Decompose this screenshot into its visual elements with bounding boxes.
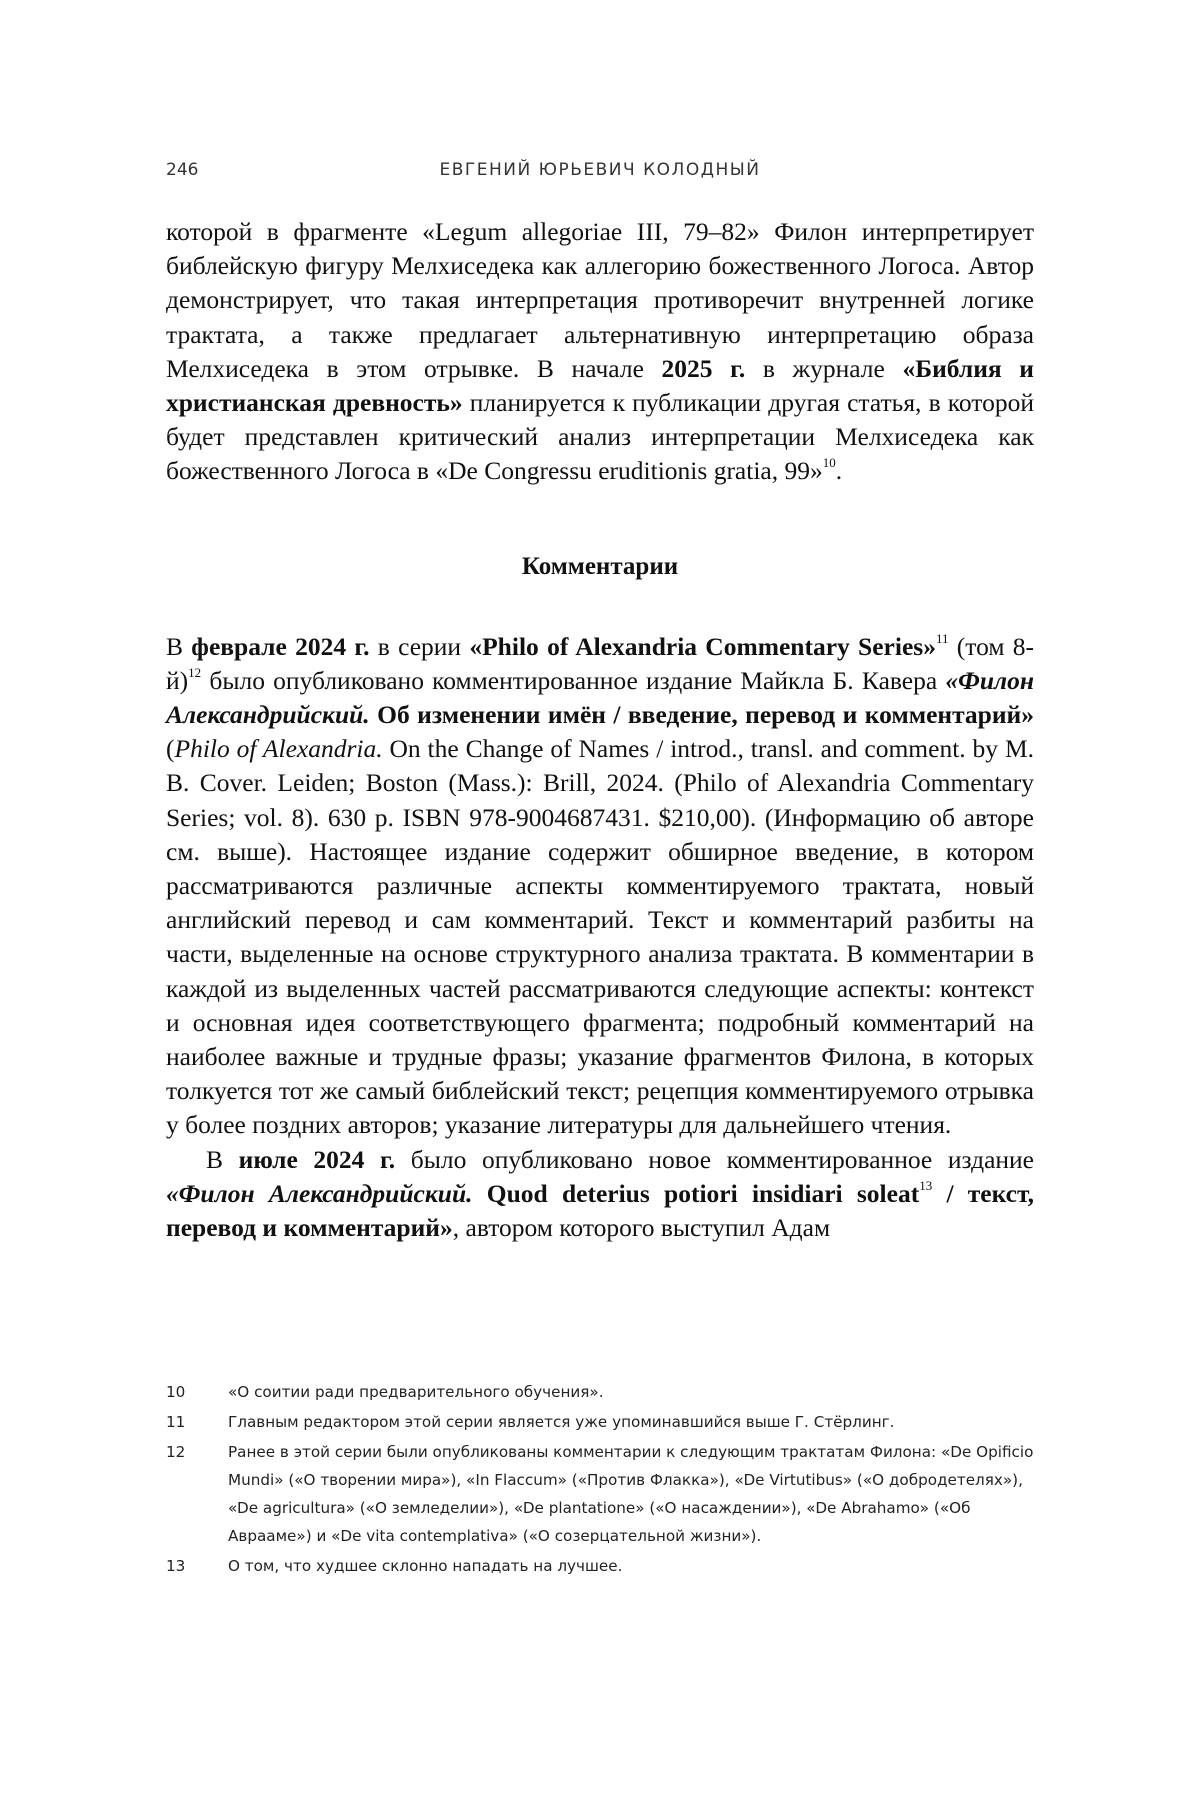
footnote-11: 11 Главным редактором этой серии является уже упоминавшийся выше Г. Стёрлинг. [166,1413,895,1431]
main-text [166,215,1034,1245]
footnote-ref-12: 12 [188,664,202,680]
section-heading: Комментарии [521,552,679,580]
footnote-13: 13 О том, что худшее склонно нападать на лучшее. [166,1557,623,1575]
footnote-ref-13: 13 [919,1177,933,1193]
footnote-10: 10 «О соитии ради предварительного обучения». [166,1383,604,1401]
footnote-12: 12 Ранее в этой серии были опубликованы комментарии к следующим трактатам Филона: «De Opificio Mundi» («О творении мира»), «In Flaccum» («Против Флакка»), «De Virtutibus» («О добродетелях»), «De agricultura» («О земледелии»), «De plantatione» («О насаждении»), «De Abrahamo» («Об Аврааме») и «De vita contemplativa» («О созерцательной жизни»). [166,1443,1034,1545]
footnote-ref-11: 11 [935,630,949,646]
paragraph-2: В феврале 2024 г. в серии «Philo of Alexandria Commentary Series»$^{11}$ (том 8-й)$^{12}$ было опубликовано комментированное издание Майкла Б. Кавера «Филон Александрийский. Об изменении имён / введение, перевод и комментарий» (Philo of Alexandria. On the Change of Names / introd., transl. and comment. by M. B. Cover. Leiden; Boston (Mass.): Brill, 2024. (Philo of Alexandria Commentary Series; vol. 8). 630 p. ISBN 978-9004687431. $210,00). (Информацию об авторе см. выше). Настоящее издание содержит обширное введение, в котором рассматриваются различные аспекты комментируемого трактата, новый английский перевод и сам комментарий. Текст и комментарий разбиты на части, выделенные на основе структурного анализа трактата. В комментарии в каждой из выделенных частей рассматриваются следующие аспекты: контекст и основная идея соответствующего фрагмента; подробный комментарий на наиболее важные и трудные фразы; указание фрагментов Филона, в которых толкуется тот же самый библейский текст; рецепция комментируемого отрывка у более поздних авторов; указание литературы для дальнейшего чтения. [166,630,1034,1140]
paragraph-1: которой в фрагменте «Legum allegoriae III, 79–82» Филон интерпретирует библейскую фигуру Мелхиседека как аллегорию божественного Логоса. Автор демонстрирует, что такая интерпретация противоречит внутренней логике трактата, а также предлагает альтернативную интерпретацию образа Мелхиседека в этом отрывке. В начале 2025 г. в журнале «Библия и христианская древность» планируется к публикации другая статья, в которой будет представлен критический анализ интерпретации Мелхиседека как божественного Логоса в «De Congressu eruditionis gratia, 99»$^{10}$. [166,217,1034,486]
footnotes [166,1378,1034,1582]
page-number: 246 [166,160,199,180]
paragraph-3: В июле 2024 г. было опубликовано новое комментированное издание «Филон Александрийский. Quod deterius potiori insidiari soleat$^{13}$ / текст, перевод и комментарий», автором которого выступил Адам [166,1144,1034,1243]
running-header [166,160,1034,186]
footnote-ref-10: 10 [822,455,836,471]
running-title: ЕВГЕНИЙ ЮРЬЕВИЧ КОЛОДНЫЙ [439,160,761,180]
